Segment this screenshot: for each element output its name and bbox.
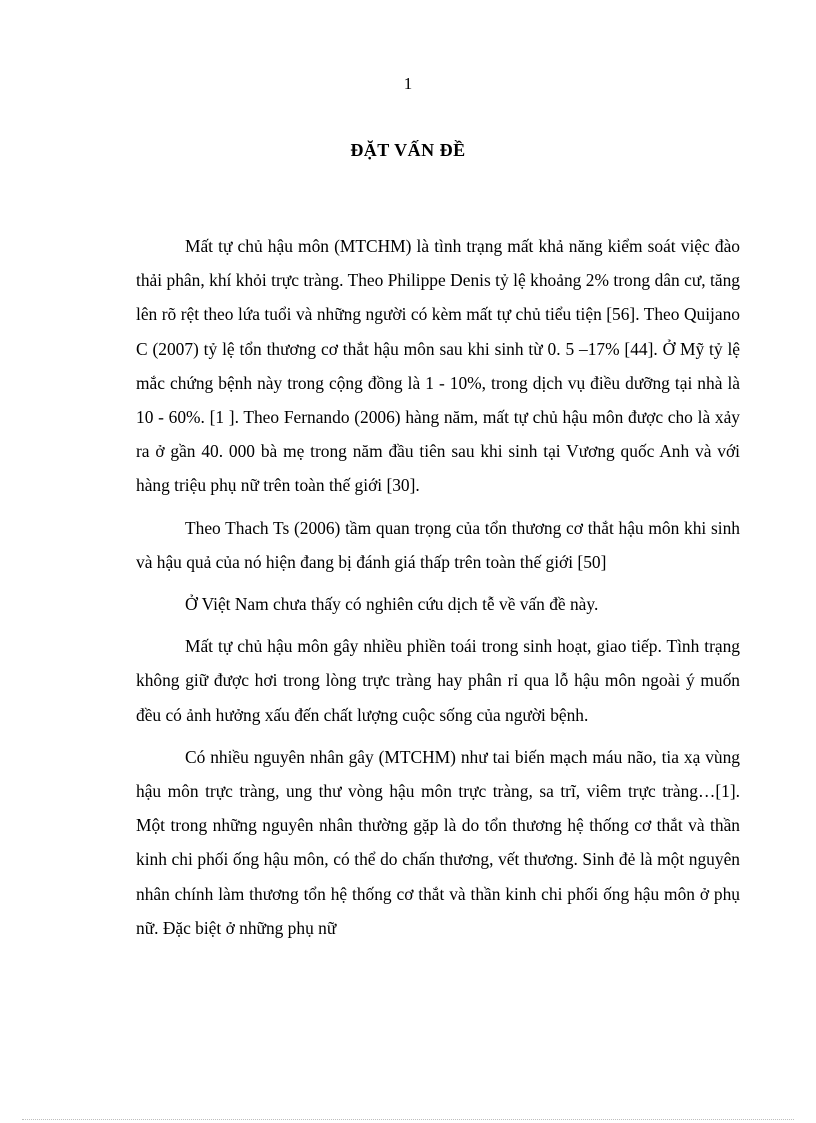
paragraph-3: Ở Việt Nam chưa thấy có nghiên cứu dịch tễ về vấn đề này. <box>185 594 599 615</box>
document-body <box>136 229 740 953</box>
paragraph-2: Theo Thach Ts (2006) tầm quan trọng của tổn thương cơ thắt hậu môn khi sinh và hậu quả của nó hiện đang bị đánh giá thấp trên toàn thế giới [50] <box>136 517 740 572</box>
page-title: ĐẶT VẤN ĐỀ <box>350 140 466 160</box>
page-number: 1 <box>403 74 413 93</box>
paragraph-1: Mất tự chủ hậu môn (MTCHM) là tình trạng mất khả năng kiểm soát việc đào thải phân, khí khỏi trực tràng. Theo Philippe Denis tỷ lệ khoảng 2% trong dân cư, tăng lên rõ rệt theo lứa tuổi và những người có kèm mất tự chủ tiểu tiện [56]. Theo Quijano C (2007) tỷ lệ tổn thương cơ thắt hậu môn sau khi sinh từ 0. 5 –17% [44]. Ở Mỹ tỷ lệ mắc chứng bệnh này trong cộng đồng là 1 - 10%, trong dịch vụ điều dưỡng tại nhà là 10 - 60%. [1 ]. Theo Fernando (2006) hàng năm, mất tự chủ hậu môn được cho là xảy ra ở gần 40. 000 bà mẹ trong năm đầu tiên sau khi sinh tại Vương quốc Anh và với hàng triệu phụ nữ trên toàn thế giới [30]. <box>136 236 740 496</box>
page-bottom-divider <box>22 1119 794 1120</box>
paragraph-4: Mất tự chủ hậu môn gây nhiều phiền toái trong sinh hoạt, giao tiếp. Tình trạng không giữ được hơi trong lòng trực tràng hay phân rỉ qua lỗ hậu môn ngoài ý muốn đều có ảnh hưởng xấu đến chất lượng cuộc sống của người bệnh. <box>136 636 740 725</box>
paragraph-5: Có nhiều nguyên nhân gây (MTCHM) như tai biến mạch máu não, tia xạ vùng hậu môn trực tràng, ung thư vòng hậu môn trực tràng, sa trĩ, viêm trực tràng…[1]. Một trong những nguyên nhân thường gặp là do tổn thương hệ thống cơ thắt và thần kinh chi phối ống hậu môn, có thể do chấn thương, vết thương. Sinh đẻ là một nguyên nhân chính làm thương tổn hệ thống cơ thắt và thần kinh chi phối ống hậu môn ở phụ nữ. Đặc biệt ở những phụ nữ <box>136 746 740 938</box>
